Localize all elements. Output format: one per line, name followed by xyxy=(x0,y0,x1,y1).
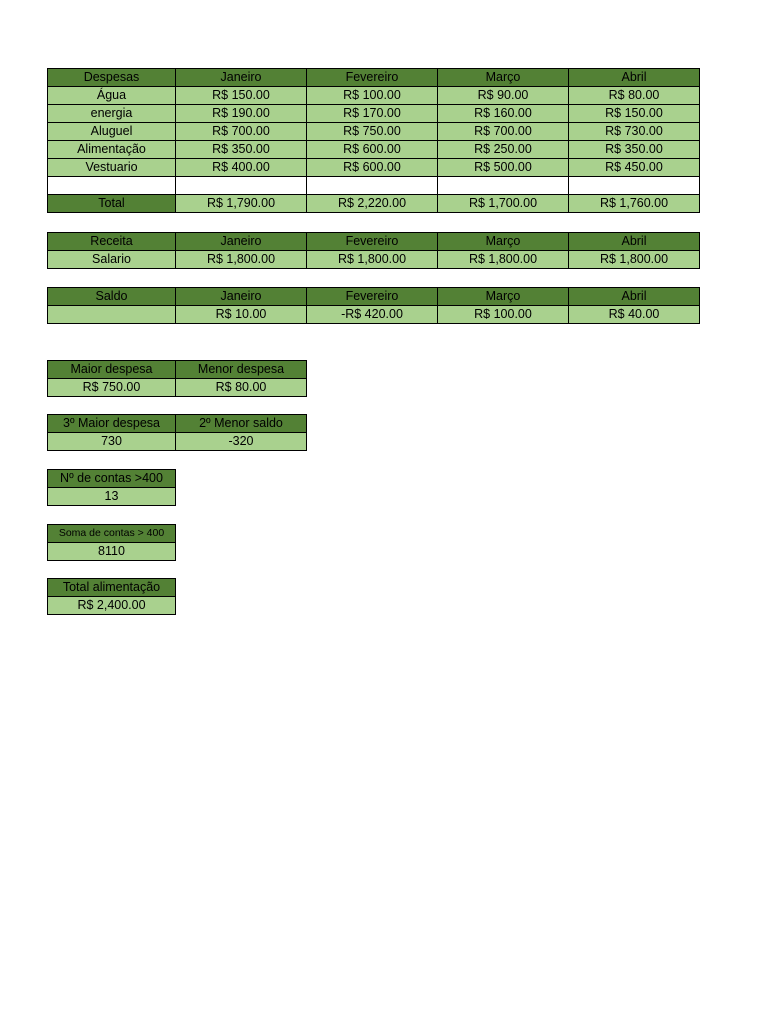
total-alimentacao-header[interactable]: Total alimentação xyxy=(48,579,176,597)
row-label-cell[interactable]: Alimentação xyxy=(48,141,176,159)
despesas-header-row xyxy=(48,69,700,87)
header-cell[interactable]: Março xyxy=(438,69,569,87)
n-contas-table xyxy=(47,469,176,506)
header-cell[interactable]: Fevereiro xyxy=(307,288,438,306)
header-cell[interactable]: Abril xyxy=(569,288,700,306)
soma-contas-header[interactable]: Soma de contas > 400 xyxy=(48,525,176,543)
table-row xyxy=(48,251,700,269)
value-cell[interactable]: R$ 10.00 xyxy=(176,306,307,324)
terceira-maior-despesa-header[interactable]: 3º Maior despesa xyxy=(48,415,176,433)
header-cell[interactable]: Março xyxy=(438,233,569,251)
receita-header-row xyxy=(48,233,700,251)
value-cell[interactable]: R$ 600.00 xyxy=(307,159,438,177)
value-cell[interactable]: R$ 170.00 xyxy=(307,105,438,123)
value-cell[interactable]: R$ 90.00 xyxy=(438,87,569,105)
row-label-cell[interactable]: energia xyxy=(48,105,176,123)
saldo-table xyxy=(47,287,700,324)
value-cell[interactable]: R$ 600.00 xyxy=(307,141,438,159)
value-cell[interactable]: R$ 350.00 xyxy=(176,141,307,159)
value-cell[interactable]: R$ 500.00 xyxy=(438,159,569,177)
value-cell[interactable]: R$ 100.00 xyxy=(307,87,438,105)
header-cell[interactable]: Saldo xyxy=(48,288,176,306)
maior-menor-table xyxy=(47,360,307,397)
row-label-cell[interactable]: Salario xyxy=(48,251,176,269)
n-contas-value[interactable]: 13 xyxy=(48,488,176,506)
row-label-cell[interactable] xyxy=(48,306,176,324)
table-row xyxy=(48,105,700,123)
empty-cell[interactable] xyxy=(307,177,438,195)
header-cell[interactable]: Fevereiro xyxy=(307,69,438,87)
value-cell[interactable]: R$ 160.00 xyxy=(438,105,569,123)
total-cell[interactable]: R$ 2,220.00 xyxy=(307,195,438,213)
row-label-cell[interactable]: Água xyxy=(48,87,176,105)
value-cell[interactable]: -R$ 420.00 xyxy=(307,306,438,324)
header-cell[interactable]: Receita xyxy=(48,233,176,251)
table-row xyxy=(48,123,700,141)
despesas-table xyxy=(47,68,700,213)
terceira-maior-despesa-value[interactable]: 730 xyxy=(48,433,176,451)
row-label-cell[interactable]: Aluguel xyxy=(48,123,176,141)
value-cell[interactable]: R$ 1,800.00 xyxy=(307,251,438,269)
value-cell[interactable]: R$ 250.00 xyxy=(438,141,569,159)
total-alimentacao-value[interactable]: R$ 2,400.00 xyxy=(48,597,176,615)
header-cell[interactable]: Março xyxy=(438,288,569,306)
value-cell[interactable]: R$ 350.00 xyxy=(569,141,700,159)
value-cell[interactable]: R$ 400.00 xyxy=(176,159,307,177)
header-cell[interactable]: Abril xyxy=(569,233,700,251)
table-row xyxy=(48,141,700,159)
summary-value-row xyxy=(48,379,307,397)
summary-value-row xyxy=(48,543,176,561)
summary-header-row xyxy=(48,525,176,543)
header-cell[interactable]: Despesas xyxy=(48,69,176,87)
value-cell[interactable]: R$ 100.00 xyxy=(438,306,569,324)
row-label-cell[interactable]: Vestuario xyxy=(48,159,176,177)
summary-header-row xyxy=(48,470,176,488)
saldo-header-row xyxy=(48,288,700,306)
value-cell[interactable]: R$ 40.00 xyxy=(569,306,700,324)
terceiro-segundo-table xyxy=(47,414,307,451)
value-cell[interactable]: R$ 700.00 xyxy=(438,123,569,141)
total-label-cell[interactable]: Total xyxy=(48,195,176,213)
soma-contas-value[interactable]: 8110 xyxy=(48,543,176,561)
summary-value-row xyxy=(48,488,176,506)
header-cell[interactable]: Janeiro xyxy=(176,69,307,87)
summary-value-row xyxy=(48,433,307,451)
empty-cell[interactable] xyxy=(176,177,307,195)
summary-header-row xyxy=(48,415,307,433)
empty-cell[interactable] xyxy=(438,177,569,195)
menor-despesa-value[interactable]: R$ 80.00 xyxy=(176,379,307,397)
summary-value-row xyxy=(48,597,176,615)
segundo-menor-saldo-value[interactable]: -320 xyxy=(176,433,307,451)
n-contas-header[interactable]: Nº de contas >400 xyxy=(48,470,176,488)
maior-despesa-value[interactable]: R$ 750.00 xyxy=(48,379,176,397)
total-cell[interactable]: R$ 1,700.00 xyxy=(438,195,569,213)
maior-despesa-header[interactable]: Maior despesa xyxy=(48,361,176,379)
value-cell[interactable]: R$ 1,800.00 xyxy=(569,251,700,269)
table-row xyxy=(48,306,700,324)
receita-table xyxy=(47,232,700,269)
summary-header-row xyxy=(48,361,307,379)
table-row xyxy=(48,159,700,177)
value-cell[interactable]: R$ 450.00 xyxy=(569,159,700,177)
total-cell[interactable]: R$ 1,790.00 xyxy=(176,195,307,213)
empty-cell[interactable] xyxy=(48,177,176,195)
header-cell[interactable]: Fevereiro xyxy=(307,233,438,251)
value-cell[interactable]: R$ 700.00 xyxy=(176,123,307,141)
header-cell[interactable]: Janeiro xyxy=(176,233,307,251)
menor-despesa-header[interactable]: Menor despesa xyxy=(176,361,307,379)
total-cell[interactable]: R$ 1,760.00 xyxy=(569,195,700,213)
value-cell[interactable]: R$ 730.00 xyxy=(569,123,700,141)
total-row xyxy=(48,195,700,213)
table-row xyxy=(48,87,700,105)
empty-cell[interactable] xyxy=(569,177,700,195)
value-cell[interactable]: R$ 80.00 xyxy=(569,87,700,105)
value-cell[interactable]: R$ 190.00 xyxy=(176,105,307,123)
value-cell[interactable]: R$ 1,800.00 xyxy=(438,251,569,269)
value-cell[interactable]: R$ 150.00 xyxy=(569,105,700,123)
header-cell[interactable]: Janeiro xyxy=(176,288,307,306)
empty-row xyxy=(48,177,700,195)
value-cell[interactable]: R$ 750.00 xyxy=(307,123,438,141)
segundo-menor-saldo-header[interactable]: 2º Menor saldo xyxy=(176,415,307,433)
soma-contas-table xyxy=(47,524,176,561)
value-cell[interactable]: R$ 150.00 xyxy=(176,87,307,105)
total-alimentacao-table xyxy=(47,578,176,615)
summary-header-row xyxy=(48,579,176,597)
header-cell[interactable]: Abril xyxy=(569,69,700,87)
value-cell[interactable]: R$ 1,800.00 xyxy=(176,251,307,269)
